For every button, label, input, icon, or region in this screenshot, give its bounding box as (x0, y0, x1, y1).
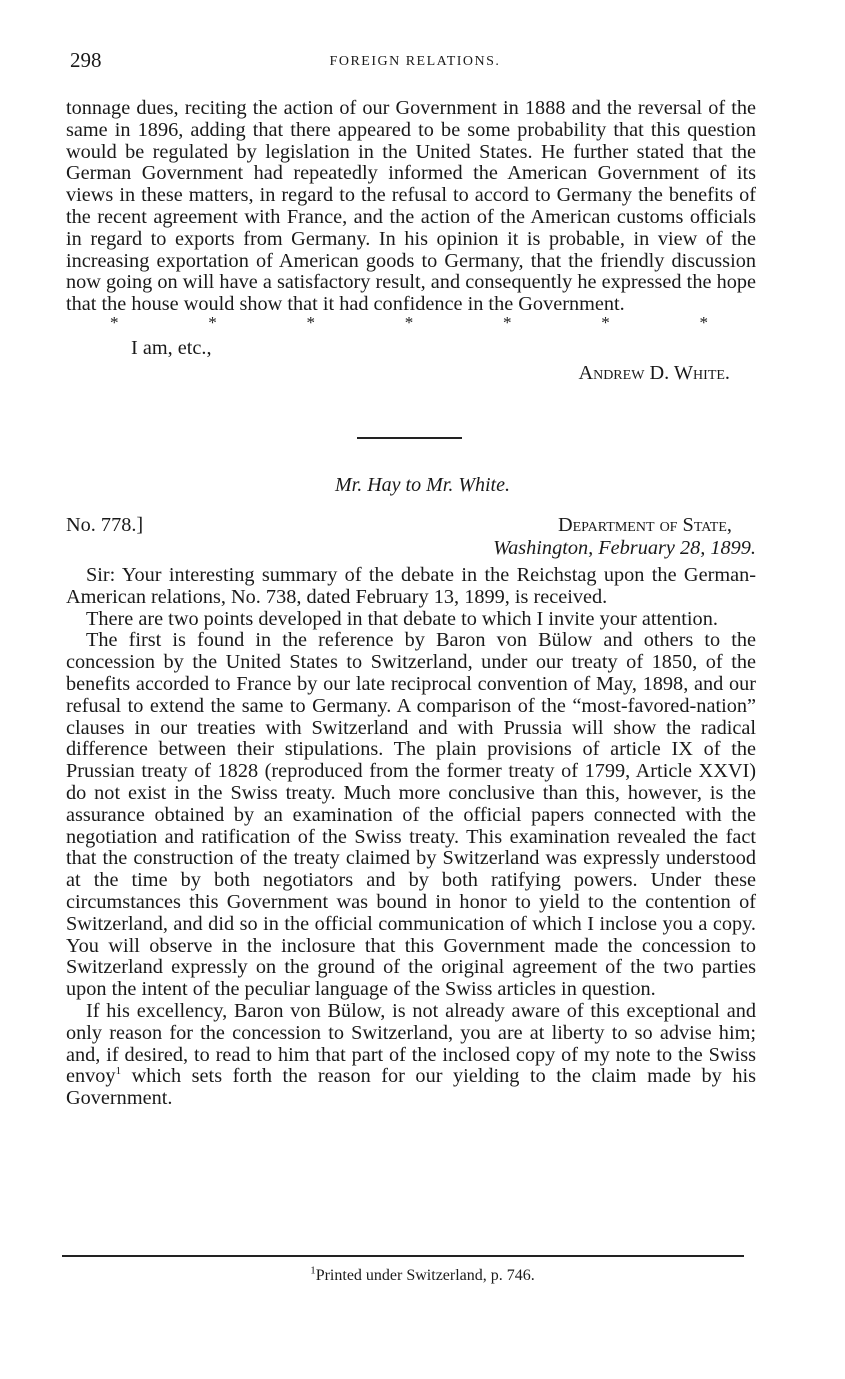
footnote (0, 1264, 845, 1285)
asterisk: * (601, 312, 610, 332)
paragraph-text: which sets forth the reason for our yielding to the claim made by his Government. (66, 1065, 756, 1110)
paragraph-text: If his excellency, Baron von Bülow, is not already aware of this exceptional and only reason for the concession to Switzerland, you are at liberty to so advise him; and, if desired, to read to him that part of the inclosed copy of my note to the Swiss envoy (66, 999, 756, 1088)
top-section (66, 98, 756, 385)
asterisk: * (404, 312, 414, 332)
letter-paragraph: There are two points developed in that debate to which I invite your attention. (86, 607, 718, 630)
asterisk: * (208, 312, 217, 332)
letter-paragraph: Sir: Your interesting summary of the debate in the Reichstag upon the German-American relations, No. 738, dated February 13, 1899, is received. (66, 564, 756, 608)
footnote-marker: 1 (310, 1264, 316, 1277)
letter-paragraph (66, 1001, 756, 1110)
asterisk: * (110, 312, 119, 332)
letter-heading: Mr. Hay to Mr. White. (335, 474, 510, 496)
section-divider (357, 437, 462, 439)
asterisk: * (503, 312, 512, 332)
asterisk: * (699, 312, 708, 332)
letter-origin (396, 514, 756, 560)
place-date: Washington, February 28, 1899. (493, 537, 756, 559)
footnote-divider (62, 1255, 744, 1257)
letter-number: No. 778.] (66, 514, 144, 536)
page-number: 298 (70, 48, 102, 72)
footnote-marker: 1 (115, 1065, 122, 1078)
letter-paragraph: The first is found in the reference by Baron von Bülow and others to the concession by the United States to Switzerland, under our treaty of 1850, of the benefits accorded to France by our late reciprocal convention of May, 1898, and our refusal to extend the same to Germany. A comparison of the “most-favored-nation” clauses in our treaties with Switzerland and with Prussia will show the radical difference between their stipulations. The plain provisions of article IX of the Prussian treaty of 1828 (reproduced from the former treaty of 1799, Article XXVI) do not exist in the Swiss treaty. Much more conclusive than this, however, is the assurance obtained by an examination of the official papers connected with the negotiation and ratification of the Swiss treaty. This examination revealed the fact that the construction of the treaty claimed by Switzerland was expressly understood at the time by both negotiators and by both ratifying powers. Under these circumstances this Government was bound in honor to yield to the contention of Switzerland, and did so in the official communication of which I inclose you a copy. You will observe in the inclosure that this Government made the concession to Switzerland expressly on the ground of the original agreement of the two parties upon the intent of the peculiar language of the Swiss articles in question. (66, 629, 756, 1001)
department-name: Department of State, (557, 514, 732, 536)
letter-body (66, 565, 756, 1110)
signature: Andrew D. White. (578, 361, 730, 384)
closing: I am, etc., (131, 336, 212, 359)
footnote-text: Printed under Switzerland, p. 746. (315, 1267, 535, 1284)
running-head: FOREIGN RELATIONS. (329, 54, 501, 69)
continued-paragraph: tonnage dues, reciting the action of our Government in 1888 and the reversal of the same in 1896, adding that there appeared to be some probability that this question would be regulated by legislation in the United States. He further stated that the German Government had repeatedly informed the American Government of its views in these matters, in regard to the refusal to accord to Germany the benefits of the recent agreement with France, and the action of the American customs officials in regard to exports from Germany. In his opinion it is probable, in view of the increasing exportation of American goods to Germany, that the friendly discussion now going on will have a satisfactory result, and consequently he expressed the hope that the house would show that it had confidence in the Government. (66, 97, 756, 316)
ellipsis-asterisks (66, 312, 756, 332)
asterisk: * (306, 312, 315, 332)
page-header (70, 48, 760, 78)
